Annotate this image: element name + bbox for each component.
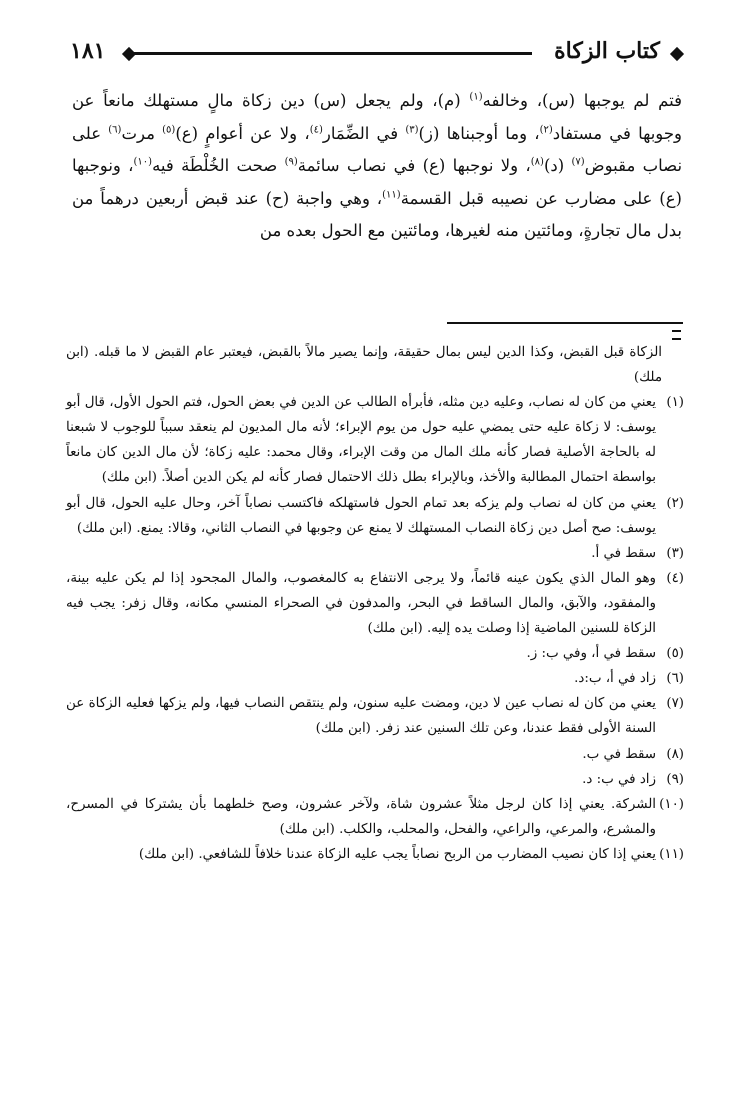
footnote-number: (٣) [666, 545, 684, 561]
footnote-10 [66, 792, 684, 842]
footnote-ref: (٥) [162, 124, 176, 135]
text-segment: فتم لم يوجبها (س)، وخالفه [482, 91, 682, 110]
footnote-number: (٤) [666, 570, 684, 586]
chapter-title: كتاب الزكاة [554, 38, 660, 64]
footnote-ref: (٦) [108, 124, 122, 135]
diamond-ornament-left [122, 47, 136, 61]
footnote-7 [66, 691, 684, 741]
footnote-text: وهو المال الذي يكون عينه قائماً، ولا يرجى الانتفاع به كالمغصوب، والمال المجحود إذا لم يكن عليه بينة، والمفقود، والآبق، والمال الساقط في البحر، والمدفون في الصحراء المنسي مكانه، وقال زفر: يجب فيه الزكاة للسنين الماضية إذا وصلت يده إليه. (ابن ملك) [66, 570, 656, 637]
footnote-continuation: الزكاة قبل القبض، وكذا الدين ليس بمال حقيقة، وإنما يصير مالاً بالقبض، فيعتبر عام القبض لا ما قبله. (ابن ملك) [66, 345, 662, 386]
running-header [70, 38, 682, 68]
footnote-text: يعني إذا كان نصيب المضارب من الربح نصاباً يجب عليه الزكاة عندنا خلافاً للشافعي. (ابن ملك) [138, 846, 656, 862]
footnote-text: الشركة. يعني إذا كان لرجل مثلاً عشرون شاة، ولآخر عشرون، وصح خلطهما بأن يشتركا في المسرح، والمشرع، والمرعي، والراعي، والفحل، والمحلب، والكلب. (ابن ملك) [66, 796, 656, 837]
footnote-4 [66, 566, 684, 641]
text-segment: ، ونوجبها (ع) على مضارب عن نصيبه قبل القسمة [72, 156, 682, 208]
footnote-1 [66, 390, 684, 490]
footnote-text: يعني من كان له نصاب، وعليه دين مثله، فأبرأه الطالب عن الدين في بعض الحول، فتم الحول الأول، قال أبو يوسف: لا زكاة عليه حتى يمضي عليه حول من يوم الإبراء؛ لأنه مال المديون لم ينعقد سبباً للوجوب لا شبعنا له بالحاجة الأصلية فصار كأنه ملك المال من وقت الإبراء، وقال محمد: عليه زكاة؛ لأن مال الدين كان مانعاً بواسطة احتمال المطالبة والأخذ، وبالإبراء بطل ذلك الاحتمال فصار كأنه لم يكن الدين أصلاً. (ابن ملك) [66, 395, 656, 486]
footnote-number: (٧) [666, 696, 684, 712]
footnote-9 [66, 767, 684, 792]
diamond-ornament-right [670, 47, 684, 61]
text-segment: على نصاب مقبوض [72, 123, 683, 175]
footnotes [66, 340, 684, 867]
footnote-number: (٢) [666, 495, 684, 511]
footnote-number: (٩) [666, 771, 684, 787]
footnote-text: زاد في أ، ب:د. [574, 671, 656, 687]
footnote-ref: (٣) [405, 124, 419, 135]
text-segment: ، وما أوجبناها (ز) [418, 123, 540, 143]
text-segment: ، ولا نوجبها (ع) في نصاب سائمة [297, 156, 531, 175]
page-number: ١٨١ [70, 38, 106, 64]
text-segment: في الضِّمَار [322, 123, 406, 143]
footnote-number: (٨) [666, 746, 684, 762]
footnote-text: يعني من كان له نصاب عين لا دين، ومضت عليه سنون، ولم ينتقص النصاب فيها، ولم يزكها فعليه الزكاة عن السنة الأولى فقط عندنا، وعن تلك السنين عند زفر. (ابن ملك) [66, 696, 656, 737]
footnote-ref: (١١) [382, 189, 401, 200]
text-segment: (د) [543, 156, 572, 175]
footnote-8 [66, 742, 684, 767]
text-segment: صحت الخُلْطَة فيه [152, 156, 285, 175]
text-segment: ، وهي واجبة (ح) عند قبض أربعين درهماً من بدل مال تجارةٍ، ومائتين منه لغيرها، ومائتين مع الحول بعده من [72, 188, 682, 240]
footnote-ref: (٢) [539, 124, 553, 135]
footnote-ref: (١) [469, 91, 483, 103]
footnote-text: يعني من كان له نصاب ولم يزكه بعد تمام الحول فاستهلكه فاكتسب نصاباً آخر، وحال عليه الحول، قال أبو يوسف: صح أصل دين زكاة النصاب المستهلك لا يمنع عن وجوبها في النصاب الثاني، وقالا: يمنع. (ابن ملك) [66, 495, 656, 536]
footnote-number: (١١) [659, 846, 684, 862]
footnote-11 [66, 842, 684, 867]
continuation-mark [672, 330, 681, 340]
text-segment: ، ولا عن أعوامٍ (ع) [175, 123, 310, 143]
footnote-ref: (٨) [530, 156, 544, 168]
footnote-number: (٥) [666, 646, 684, 662]
footnote-ref: (١٠) [133, 156, 153, 168]
footnote-2 [66, 491, 684, 541]
main-paragraph [72, 85, 682, 248]
footnote-ref: (٤) [309, 124, 323, 135]
footnote-3 [66, 541, 684, 566]
footnote-number: (١٠) [659, 796, 684, 812]
main-text [72, 85, 682, 248]
text-segment: مرت [121, 123, 163, 143]
footnote-6 [66, 666, 684, 691]
footnote-ref: (٩) [284, 156, 298, 168]
header-rule [134, 52, 532, 55]
footnote-ref: (٧) [571, 156, 585, 168]
footnote-text: سقط في ب. [582, 746, 656, 762]
footnote-5 [66, 641, 684, 666]
footnote-text: سقط في أ، وفي ب: ز. [526, 646, 656, 662]
text-segment: (م)، ولم يجعل (س) دين زكاة مالٍ مستهلك مانعاً عن وجوبها في مستفاد [72, 91, 683, 143]
footnote-number: (١) [666, 395, 684, 411]
footnote-separator [447, 322, 683, 324]
footnote-text: سقط في أ. [591, 545, 656, 561]
footnote-number: (٦) [666, 671, 684, 687]
footnote-text: زاد في ب: د. [582, 771, 656, 787]
